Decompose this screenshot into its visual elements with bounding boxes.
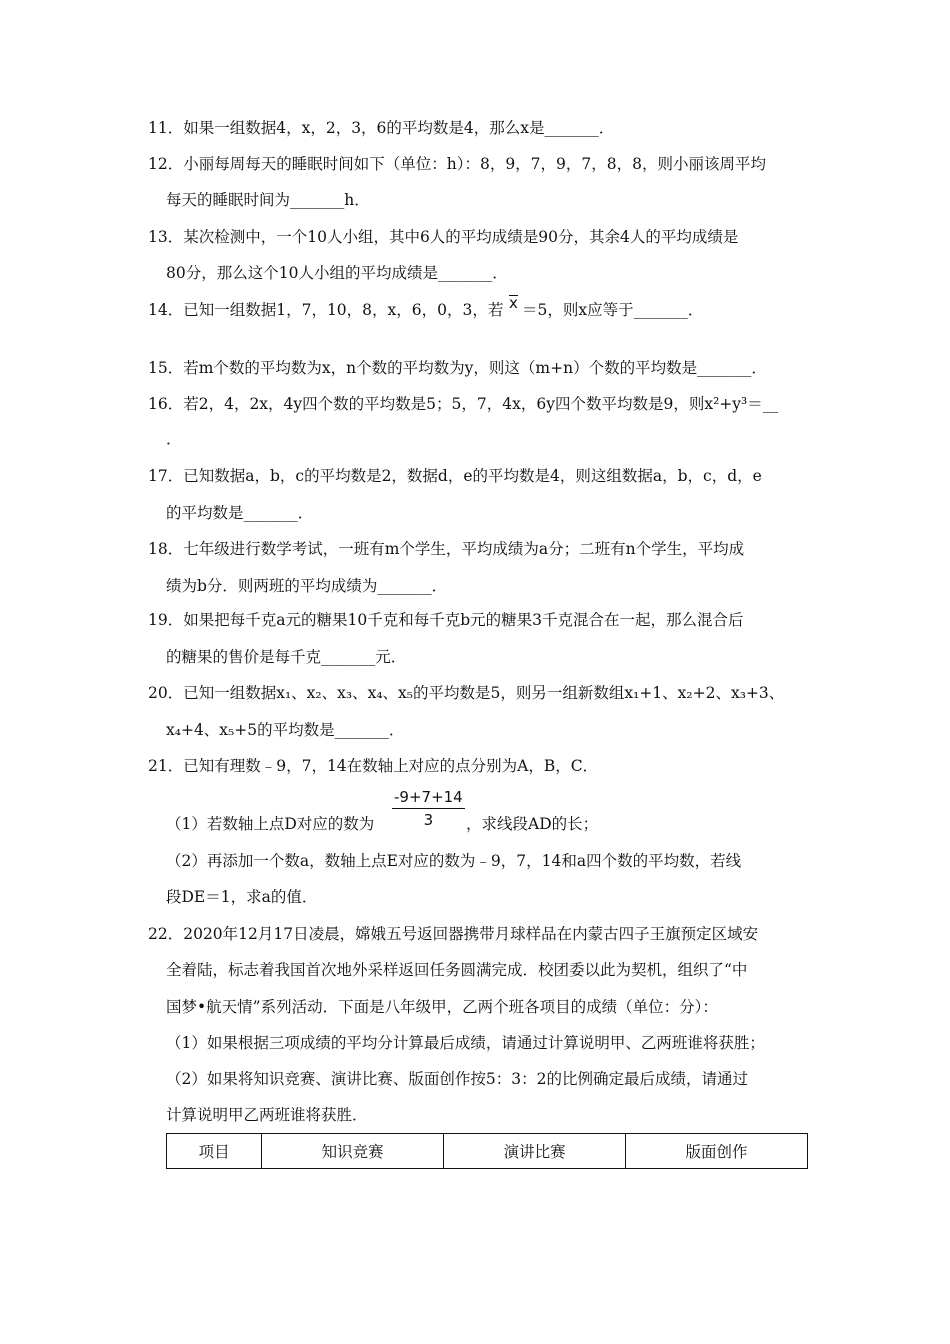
question-16-line2: ． bbox=[166, 430, 182, 448]
header-cell-item: 项目 bbox=[167, 1134, 262, 1169]
question-21-part2-line2: 段DE＝1，求a的值． bbox=[166, 888, 318, 906]
question-12-line2: 每天的睡眠时间为_______h． bbox=[166, 191, 370, 209]
fraction-denominator: 3 bbox=[423, 811, 434, 829]
fraction-numerator: -9+7+14 bbox=[392, 788, 465, 809]
question-15: 15．若m个数的平均数为x，n个数的平均数为y，则这（m+n）个数的平均数是_______． bbox=[148, 359, 767, 377]
question-21-part1-a: （1）若数轴上点D对应的数为 bbox=[166, 815, 375, 833]
question-17-line2: 的平均数是_______． bbox=[166, 504, 314, 522]
question-20-line1: 20．已知一组数据x₁、x₂、x₃、x₄、x₅的平均数是5，则另一组新数组x₁+1、x₂+2、x₃+3、 bbox=[148, 684, 785, 702]
question-22-part1: （1）如果根据三项成绩的平均分计算最后成绩，请通过计算说明甲、乙两班谁将获胜； bbox=[166, 1034, 765, 1052]
x-bar-symbol: x bbox=[509, 294, 518, 312]
question-13-line1: 13．某次检测中，一个10人小组，其中6人的平均成绩是90分，其余4人的平均成绩是 bbox=[148, 228, 739, 246]
question-17-line1: 17．已知数据a，b，c的平均数是2，数据d，e的平均数是4，则这组数据a，b，c，d，e bbox=[148, 467, 762, 485]
question-22-part2-line1: （2）如果将知识竞赛、演讲比赛、版面创作按5：3：2的比例确定最后成绩，请通过 bbox=[166, 1070, 748, 1088]
question-14-part1: 14．已知一组数据1，7，10，8，x，6，0，3，若 bbox=[148, 301, 504, 319]
question-21-part2-line1: （2）再添加一个数a，数轴上点E对应的数为﹣9，7，14和a四个数的平均数，若线 bbox=[166, 852, 742, 870]
table-header-row bbox=[167, 1134, 808, 1169]
question-18-line2: 绩为b分．则两班的平均成绩为_______． bbox=[166, 577, 448, 595]
fraction-expression bbox=[392, 788, 465, 829]
question-12-line1: 12．小丽每周每天的睡眠时间如下（单位：h）：8，9，7，9，7，8，8，则小丽该周平均 bbox=[148, 155, 766, 173]
header-cell-knowledge-contest: 知识竞赛 bbox=[262, 1134, 444, 1169]
header-cell-speech-contest: 演讲比赛 bbox=[444, 1134, 626, 1169]
question-22-line1: 22．2020年12月17日凌晨，嫦娥五号返回器携带月球样品在内蒙古四子王旗预定区域安 bbox=[148, 925, 759, 943]
header-cell-layout-design: 版面创作 bbox=[626, 1134, 808, 1169]
question-19-line1: 19．如果把每千克a元的糖果10千克和每千克b元的糖果3千克混合在一起，那么混合后 bbox=[148, 611, 744, 629]
score-table bbox=[166, 1133, 808, 1169]
question-14-part2: ＝5，则x应等于_______． bbox=[522, 301, 704, 319]
question-11: 11．如果一组数据4，x，2，3，6的平均数是4，那么x是_______． bbox=[148, 119, 615, 137]
question-13-line2: 80分，那么这个10人小组的平均成绩是_______． bbox=[166, 264, 508, 282]
question-21-part1-b: ，求线段AD的长； bbox=[466, 815, 599, 833]
question-22-line2: 全着陆，标志着我国首次地外采样返回任务圆满完成．校团委以此为契机，组织了“中 bbox=[166, 961, 748, 979]
question-22-part2-line2: 计算说明甲乙两班谁将获胜． bbox=[166, 1106, 368, 1124]
question-20-line2: x₄+4、x₅+5的平均数是_______． bbox=[166, 721, 405, 739]
question-19-line2: 的糖果的售价是每千克_______元． bbox=[166, 648, 407, 666]
question-21-line1: 21．已知有理数﹣9，7，14在数轴上对应的点分别为A，B，C． bbox=[148, 757, 599, 775]
question-16-line1: 16．若2，4，2x，4y四个数的平均数是5；5，7，4x，6y四个数平均数是9，则x²+y³＝__ bbox=[148, 395, 779, 413]
question-22-line3: 国梦•航天情”系列活动．下面是八年级甲，乙两个班各项目的成绩（单位：分）： bbox=[166, 998, 718, 1016]
question-18-line1: 18．七年级进行数学考试，一班有m个学生，平均成绩为a分；二班有n个学生，平均成 bbox=[148, 540, 745, 558]
